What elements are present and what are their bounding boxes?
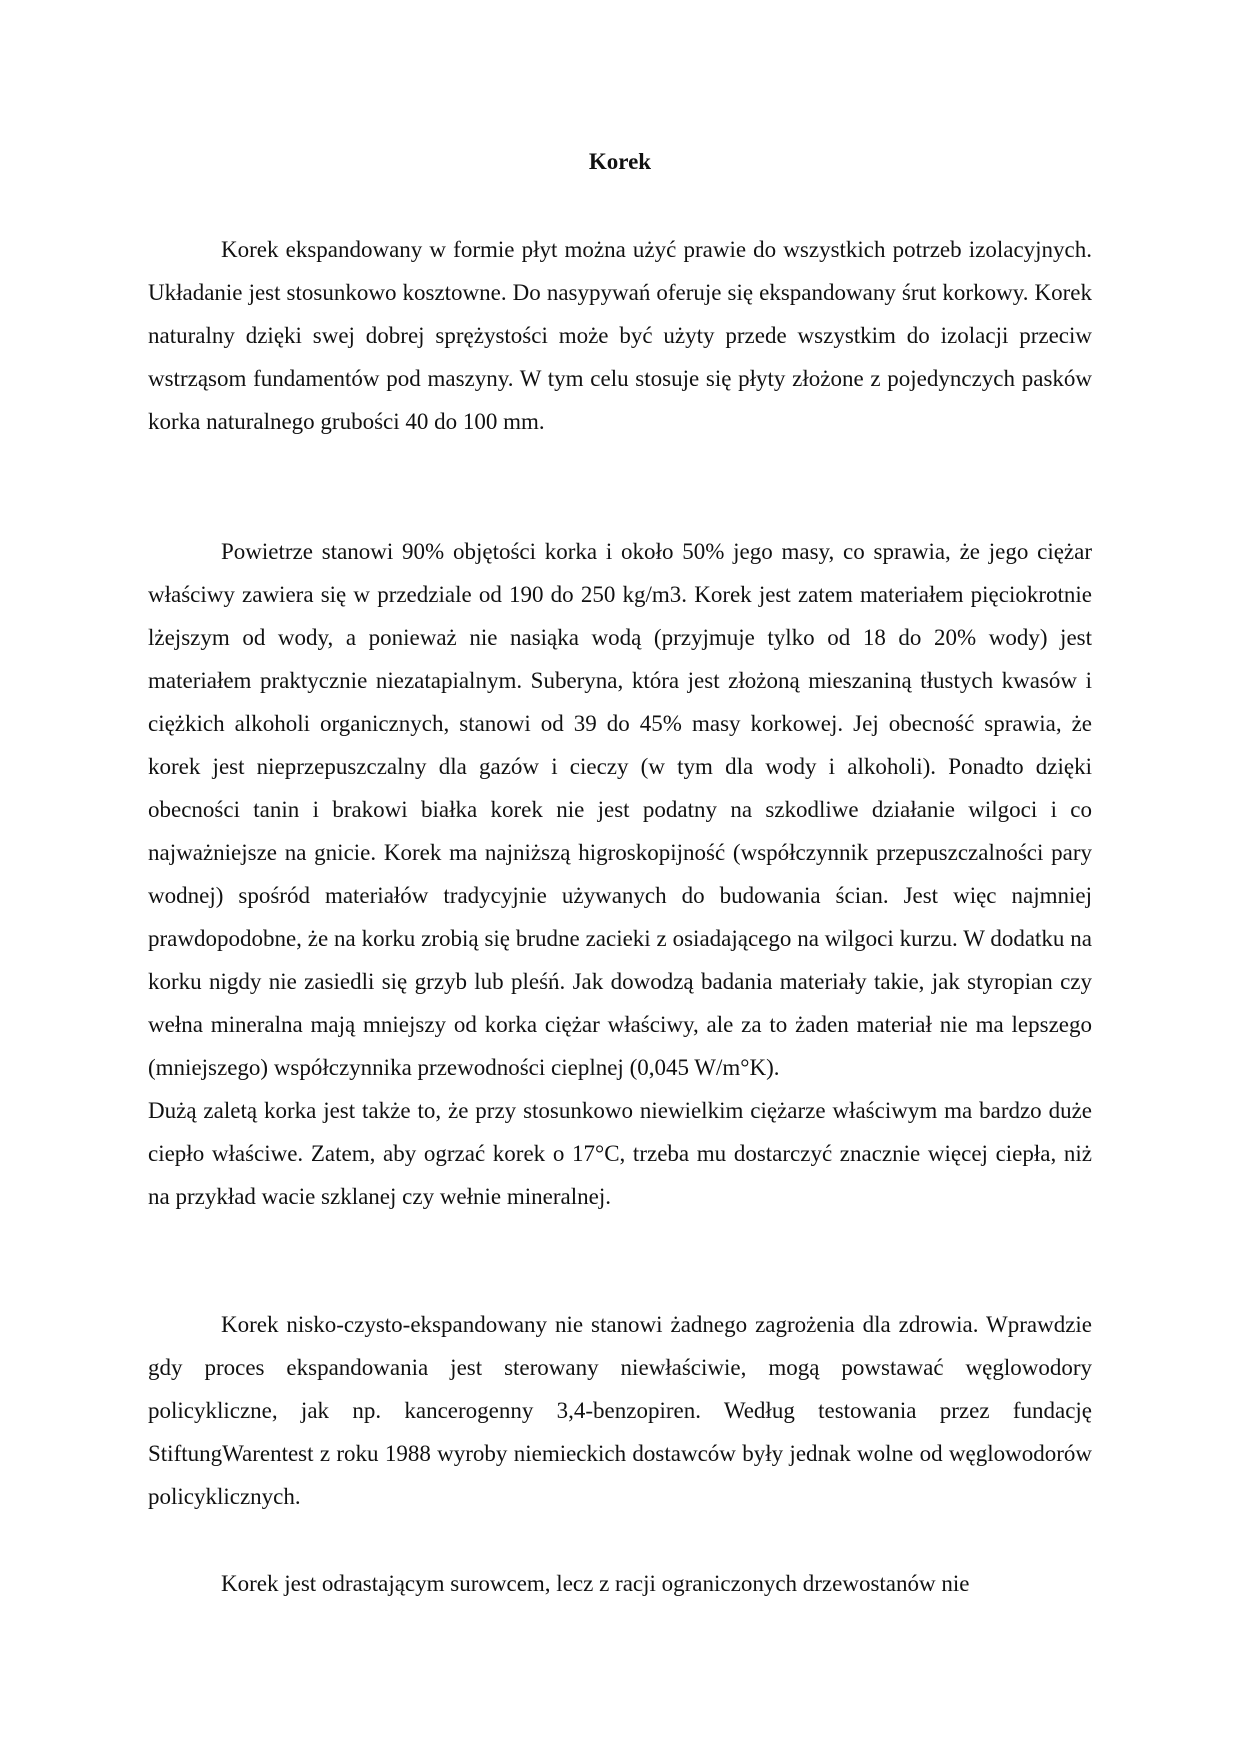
document-title: Korek xyxy=(588,149,652,174)
paragraph-2: Powietrze stanowi 90% objętości korka i około 50% jego masy, co sprawia, że jego ciężar właściwy zawiera się w przedziale od 190 do 250 kg/m3. Korek jest zatem materiałem pięciokrotnie lżejszym od wody, a ponieważ nie nasiąka wodą (przyjmuje tylko od 18 do 20% wody) jest materiałem praktycznie niezatapialnym. Suberyna, która jest złożoną mieszaniną tłustych kwasów i ciężkich alkoholi organicznych, stanowi od 39 do 45% masy korkowej. Jej obecność sprawia, że korek jest nieprzepuszczalny dla gazów i cieczy (w tym dla wody i alkoholi). Ponadto dzięki obecności tanin i brakowi białka korek nie jest podatny na szkodliwe działanie wilgoci i co najważniejsze na gnicie. Korek ma najniższą higroskopijność (współczynnik przepuszczalności pary wodnej) spośród materiałów tradycyjnie używanych do budowania ścian. Jest więc najmniej prawdopodobne, że na korku zrobią się brudne zacieki z osiadającego na wilgoci kurzu. W dodatku na korku nigdy nie zasiedli się grzyb lub pleśń. Jak dowodzą badania materiały takie, jak styropian czy wełna mineralna mają mniejszy od korka ciężar właściwy, ale za to żaden materiał nie ma lepszego (mniejszego) współczynnika przewodności cieplnej (0,045 W/m°K). xyxy=(148,539,1092,1080)
paragraph-5: Korek jest odrastającym surowcem, lecz z racji ograniczonych drzewostanów nie xyxy=(221,1571,970,1596)
paragraph-3: Dużą zaletą korka jest także to, że przy stosunkowo niewielkim ciężarze właściwym ma bardzo duże ciepło właściwe. Zatem, aby ogrzać korek o 17°C, trzeba mu dostarczyć znacznie więcej ciepła, niż na przykład wacie szklanej czy wełnie mineralnej. xyxy=(148,1098,1092,1209)
paragraph-1: Korek ekspandowany w formie płyt można użyć prawie do wszystkich potrzeb izolacyjnych. Układanie jest stosunkowo kosztowne. Do nasypywań oferuje się ekspandowany śrut korkowy. Korek naturalny dzięki swej dobrej sprężystości może być użyty przede wszystkim do izolacji przeciw wstrząsom fundamentów pod maszyny. W tym celu stosuje się płyty złożone z pojedynczych pasków korka naturalnego grubości 40 do 100 mm. xyxy=(148,237,1092,434)
paragraph-block-2-3 xyxy=(148,530,1092,1218)
paragraph-4: Korek nisko-czysto-ekspandowany nie stanowi żadnego zagrożenia dla zdrowia. Wprawdzie gdy proces ekspandowania jest sterowany niewłaściwie, mogą powstawać węglowodory policykliczne, jak np. kancerogenny 3,4-benzopiren. Według testowania przez fundację StiftungWarentest z roku 1988 wyroby niemieckich dostawców były jednak wolne od węglowodorów policyklicznych. xyxy=(148,1312,1092,1509)
